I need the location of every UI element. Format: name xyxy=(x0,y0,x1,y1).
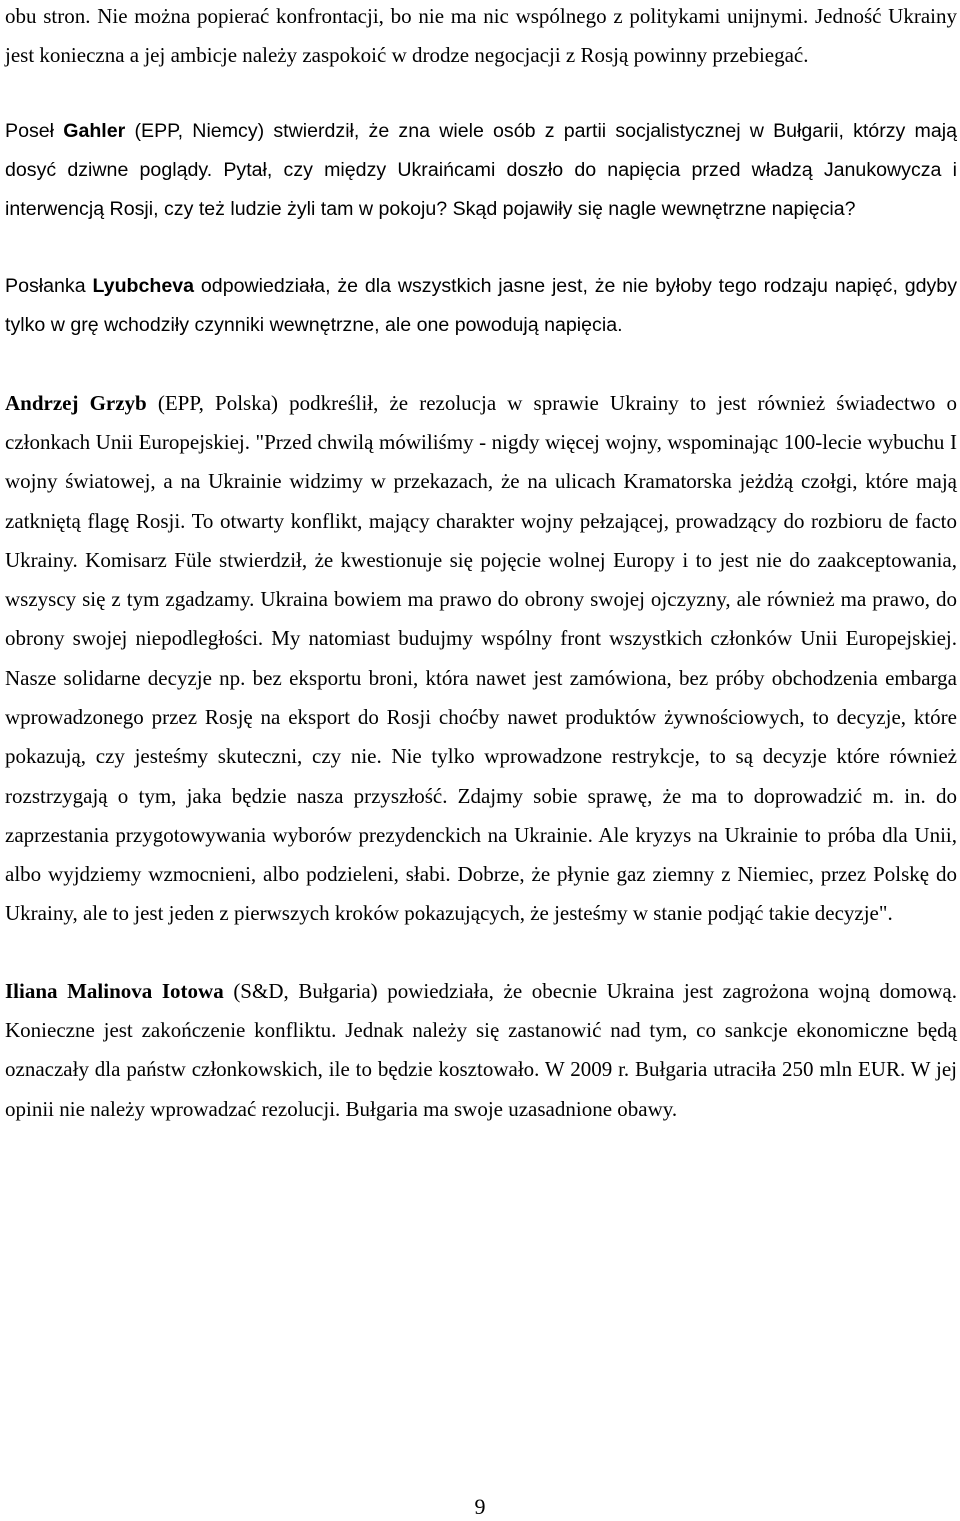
paragraph-intro xyxy=(5,0,957,76)
speaker-name: Lyubcheva xyxy=(92,275,195,298)
paragraph-iotowa xyxy=(5,972,957,1129)
speaker-name: Andrzej Grzyb xyxy=(5,390,147,415)
paragraph-text: obu stron. Nie można popierać konfrontacji, bo nie ma nic wspólnego z politykami unijnymi. Jedność Ukrainy jest konieczna a jej ambicje należy zaspokoić w drodze negocjacji z Rosją powinny przebiegać. xyxy=(5,4,957,68)
paragraph-text: (EPP, Polska) podkreślił, że rezolucja w sprawie Ukrainy to jest również świadectwo o członkach Unii Europejskiej. "Przed chwilą mówiliśmy - nigdy więcej wojny, wspominając 100-lecie wybuchu I wojny światowej, a na Ukrainie widzimy w przekazach, że na ulicach Kramatorska jeżdżą czołgi, które mają zatkniętą flagę Rosji. To otwarty konflikt, mający charakter wojny pełzającej, prowadzący do rozbioru de facto Ukrainy. Komisarz Füle stwierdził, że kwestionuje się pojęcie wolnej Europy i to jest nie do zaakceptowania, wszyscy się z tym zgadzamy. Ukraina bowiem ma prawo do obrony swojej ojczyzny, ale również ma prawo, do obrony swojej niepodległości. My natomiast budujmy wspólny front wszystkich członków Unii Europejskiej. Nasze solidarne decyzje np. bez eksportu broni, która nawet jest zamówiona, bez próby obchodzenia embarga wprowadzonego przez Rosję na eksport do Rosji choćby nawet produktów żywnościowych, to decyzje, które pokazują, czy jesteśmy skuteczni, czy nie. Nie tylko wprowadzone restrykcje, to są decyzje które również rozstrzygają o tym, jaka będzie nasza przyszłość. Zdajmy sobie sprawę, że ma to doprowadzić m. in. do zaprzestania przygotowywania wyborów prezydenckich na Ukrainie. Ale kryzys na Ukrainie to próba dla Unii, albo wyjdziemy wzmocnieni, albo podzieleni, słabi. Dobrze, że płynie gaz ziemny z Niemiec, przez Polskę do Ukrainy, ale to jest jeden z pierwszych kroków pokazujących, że jesteśmy w stanie podjąć takie decyzje". xyxy=(5,390,957,926)
paragraph-lyubcheva xyxy=(5,267,957,345)
paragraph-text: Poseł xyxy=(5,119,64,142)
paragraph-text: (S&D, Bułgaria) powiedziała, że obecnie Ukraina jest zagrożona wojną domową. Konieczne jest zakończenie konfliktu. Jednak należy się zastanowić nad tym, co sankcje ekonomiczne będą oznaczały dla państw członkowskich, ile to będzie kosztowało. W 2009 r. Bułgaria utraciła 250 mln EUR. W jej opinii nie należy wprowadzać rezolucji. Bułgaria ma swoje uzasadnione obawy. xyxy=(5,978,957,1121)
paragraph-grzyb xyxy=(5,384,957,934)
speaker-name: Iliana Malinova Iotowa xyxy=(5,978,224,1003)
paragraph-text: Posłanka xyxy=(5,275,93,298)
paragraph-text: (EPP, Niemcy) stwierdził, że zna wiele osób z partii socjalistycznej w Bułgarii, którzy mają dosyć dziwne poglądy. Pytał, czy między Ukraińcami doszło do napięcia przed władzą Janukowycza i interwencją Rosji, czy też ludzie żyli tam w pokoju? Skąd pojawiły się nagle wewnętrzne napięcia? xyxy=(5,119,957,220)
speaker-name: Gahler xyxy=(63,119,126,142)
page-number: 9 xyxy=(474,1494,486,1519)
paragraph-gahler xyxy=(5,112,957,230)
document-page xyxy=(5,0,957,1129)
paragraph-text: odpowiedziała, że dla wszystkich jasne jest, że nie byłoby tego rodzaju napięć, gdyby tylko w grę wchodziły czynniki wewnętrzne, ale one powodują napięcia. xyxy=(5,275,957,337)
